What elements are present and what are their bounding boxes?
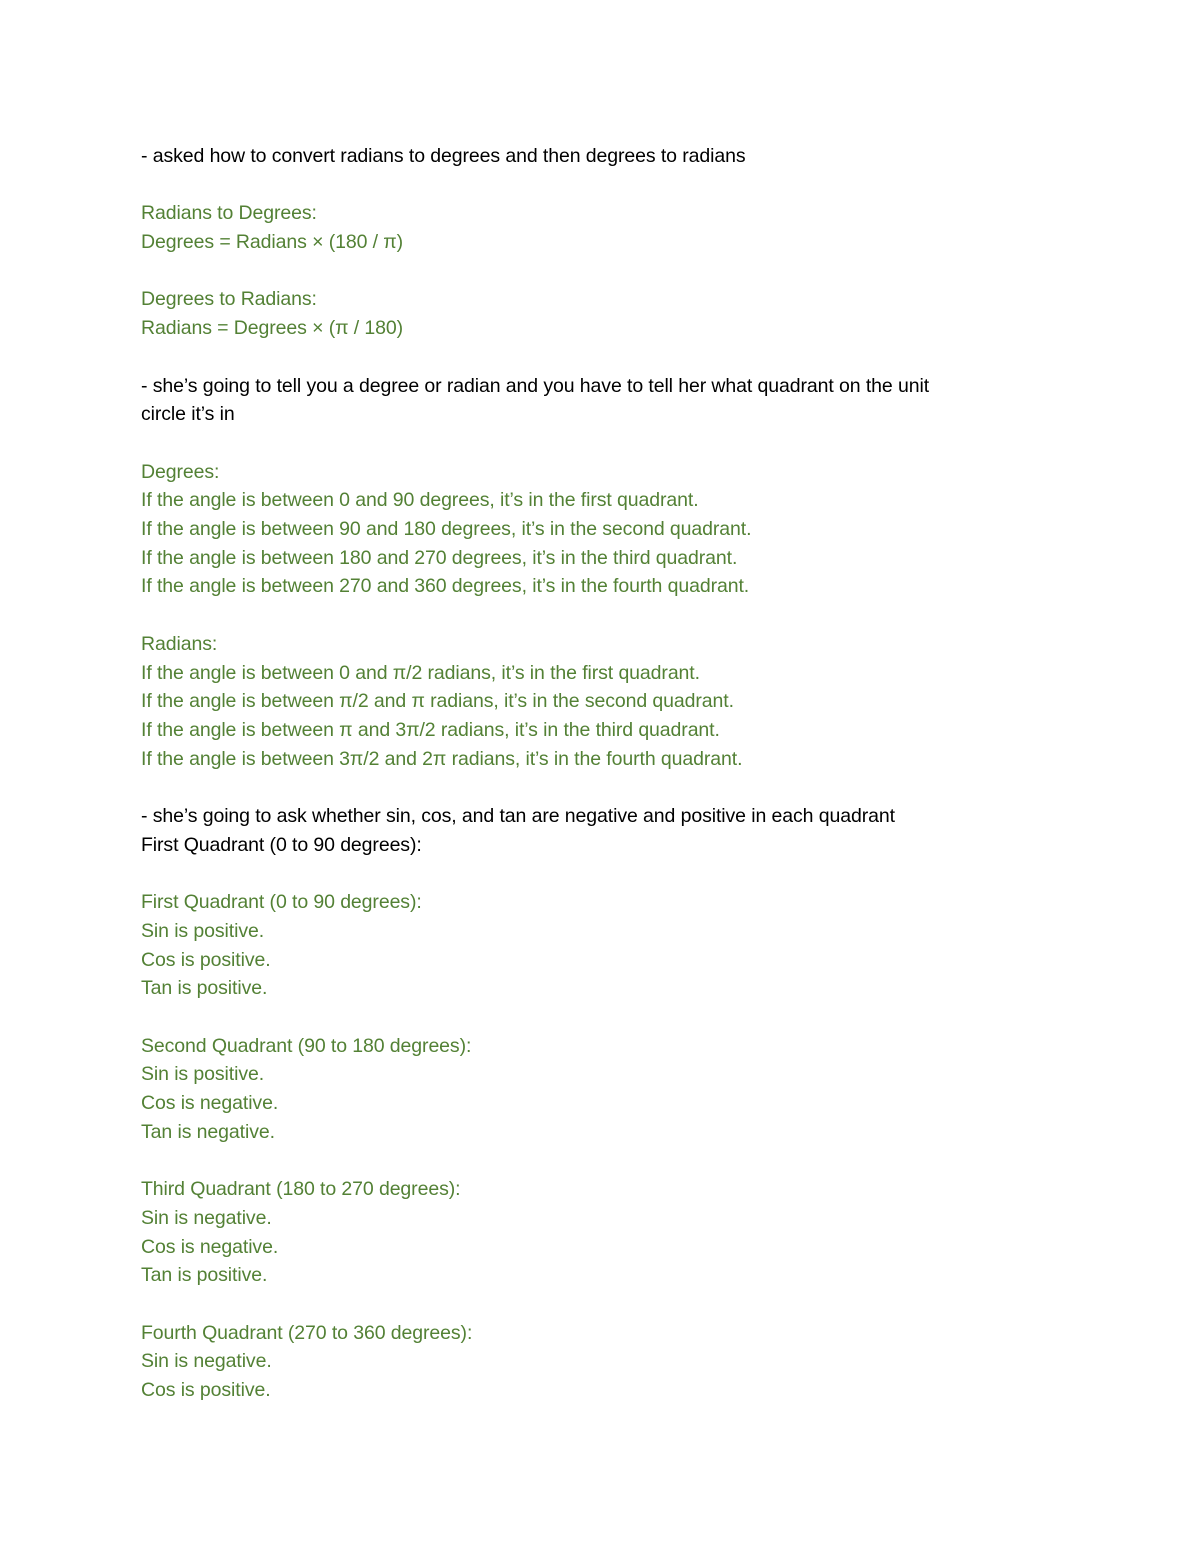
spacer [141,773,1041,802]
degrees-heading: Degrees: [141,460,220,483]
spacer [141,1003,1041,1032]
radians-rule: If the angle is between π/2 and π radians, it’s in the second quadrant. [141,690,734,713]
spacer [141,601,1041,630]
radians-rule: If the angle is between 3π/2 and 2π radians, it’s in the fourth quadrant. [141,747,743,770]
spacer [141,171,1041,200]
quadrant-heading: Fourth Quadrant (270 to 360 degrees): [141,1321,473,1344]
quadrant-sign-line: Sin is negative. [141,1350,272,1373]
radians-heading: Radians: [141,632,218,655]
document-page [141,142,1041,1405]
quadrant-sign-line: Sin is positive. [141,1063,265,1086]
radians-rule: If the angle is between π and 3π/2 radians, it’s in the third quadrant. [141,718,720,741]
spacer [141,429,1041,458]
deg-to-rad-heading: Degrees to Radians: [141,288,317,311]
spacer [141,859,1041,888]
quadrant-sign-line: Sin is negative. [141,1206,272,1229]
quadrant-sign-line: Cos is negative. [141,1235,279,1258]
deg-to-rad-formula: Radians = Degrees × (π / 180) [141,317,404,340]
spacer [141,343,1041,372]
quadrant-sign-line: Cos is positive. [141,948,271,971]
rad-to-deg-heading: Radians to Degrees: [141,202,317,225]
quadrant-sign-line: Tan is positive. [141,1264,268,1287]
note-convert: - asked how to convert radians to degrees and then degrees to radians [141,145,746,167]
note-quadrant-line1: - she’s going to tell you a degree or radian and you have to tell her what quadrant on the unit [141,374,930,397]
spacer [141,1146,1041,1175]
quadrant-heading: Third Quadrant (180 to 270 degrees): [141,1178,461,1201]
quadrant-sign-line: Tan is positive. [141,977,268,1000]
quadrant-sign-line: Cos is negative. [141,1092,279,1115]
note-quadrant-line2: circle it’s in [141,403,235,426]
quadrant-heading: First Quadrant (0 to 90 degrees): [141,891,422,914]
quadrant-sign-line: Cos is positive. [141,1379,271,1402]
degrees-rule: If the angle is between 90 and 180 degrees, it’s in the second quadrant. [141,518,752,541]
spacer [141,1290,1041,1319]
radians-rule: If the angle is between 0 and π/2 radians, it’s in the first quadrant. [141,661,700,684]
degrees-rule: If the angle is between 0 and 90 degrees, it’s in the first quadrant. [141,489,699,512]
note-signs: - she’s going to ask whether sin, cos, and tan are negative and positive in each quadrant [141,805,895,828]
quadrant-heading: Second Quadrant (90 to 180 degrees): [141,1034,472,1057]
note-signs-sub: First Quadrant (0 to 90 degrees): [141,833,422,856]
quadrant-sign-line: Sin is positive. [141,919,265,942]
degrees-rule: If the angle is between 180 and 270 degrees, it’s in the third quadrant. [141,546,738,569]
quadrant-sign-line: Tan is negative. [141,1120,275,1143]
degrees-rule: If the angle is between 270 and 360 degrees, it’s in the fourth quadrant. [141,575,750,598]
rad-to-deg-formula: Degrees = Radians × (180 / π) [141,231,404,254]
spacer [141,257,1041,286]
